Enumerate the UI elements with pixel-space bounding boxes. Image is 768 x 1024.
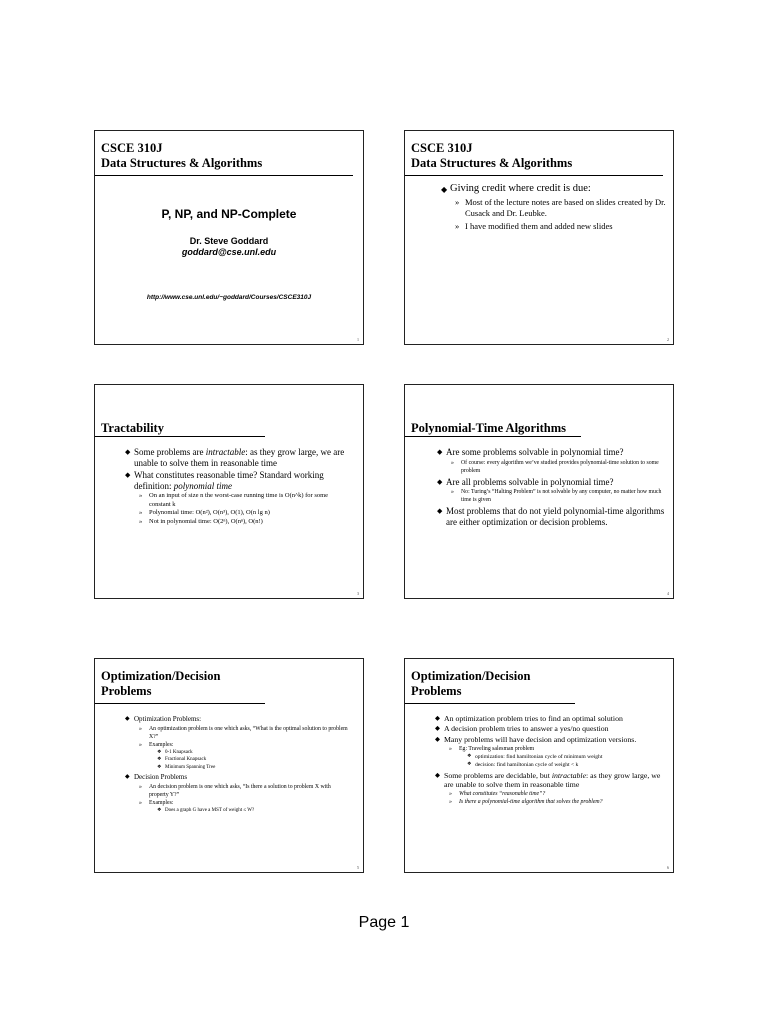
- example-list: [149, 749, 351, 772]
- slide-title: Optimization/Decision Problems: [101, 669, 221, 698]
- slide-number: 1: [357, 337, 359, 342]
- list-item: ❖ Does a graph G have a MST of weight ≤ W?: [149, 807, 351, 815]
- list-item: ❖ decision: find hamiltonian cycle of weight < k: [459, 761, 665, 769]
- list-item: » Examples: ❖ 0-1 Knapsack ❖ Fractional Knapsack ❖ Minimum Spanning Tree: [134, 741, 351, 772]
- list-item: » On an input of size n the worst-case running time is O(n^k) for some constant k: [134, 492, 351, 509]
- author-email: goddard@cse.unl.edu: [181, 247, 277, 257]
- title-underline: [95, 703, 265, 704]
- title-underline: [95, 436, 265, 437]
- slide-number: 4: [667, 591, 669, 596]
- bullet-list: [435, 714, 665, 808]
- slide-title: [101, 141, 271, 171]
- slide-number: 2: [667, 337, 669, 342]
- example-list: [459, 753, 665, 769]
- list-item: ◆ A decision problem tries to answer a yes/no question: [435, 724, 665, 733]
- sub-list: [444, 745, 665, 769]
- slide-title: Tractability: [101, 421, 164, 435]
- list-item: » An decision problem is one which asks, “Is there a solution to problem X with property Y?”: [134, 783, 351, 799]
- course-code: CSCE 310J: [101, 141, 163, 155]
- page-label: Page 1: [358, 914, 410, 931]
- list-item: » What constitutes “reasonable time”?: [444, 790, 665, 798]
- sub-list: [134, 492, 351, 526]
- slide-3: [94, 384, 364, 599]
- list-item: ◆ An optimization problem tries to find an optimal solution: [435, 714, 665, 723]
- list-item: ❖ 0-1 Knapsack: [149, 749, 351, 757]
- title-underline: [405, 703, 575, 704]
- list-item: ❖ Minimum Spanning Tree: [149, 764, 351, 772]
- slide-1: [94, 130, 364, 345]
- slide-number: 3: [357, 591, 359, 596]
- slide-title: Polynomial-Time Algorithms: [411, 421, 566, 435]
- list-item: ◆ Decision Problems » An decision problem is one which asks, “Is there a solution to problem X with property Y?” » Examples: ❖ Does a graph G have a MST of weight ≤ W?: [125, 773, 351, 814]
- list-item: ◆ Are some problems solvable in polynomial time? » Of course: every algorithm we’ve studied provides polynomial-time solution to some problem: [437, 447, 665, 475]
- bullet-list: [125, 447, 351, 528]
- list-item: » No: Turing’s “Halting Problem” is not solvable by any computer, no matter how much time is given: [446, 488, 665, 504]
- course-name: Data Structures & Algorithms: [101, 156, 263, 170]
- list-item: ◆ What constitutes reasonable time? Standard working definition: polynomial time » On an input of size n the worst-case running time is O(n^k) for some constant k » Polynomial time: O(n²), O(n³), O(1), O(n lg n) » Not in polynomial time: O(2ⁿ), O(nⁿ), O(n!): [125, 470, 351, 526]
- title-underline: [405, 436, 581, 437]
- list-item: » Examples: ❖ Does a graph G have a MST of weight ≤ W?: [134, 799, 351, 815]
- list-item: ◆ Most problems that do not yield polynomial-time algorithms are either optimization or decision problems.: [437, 506, 665, 527]
- title-underline: [405, 175, 663, 176]
- course-url: http://www.cse.unl.edu/~goddard/Courses/CSCE310J: [146, 294, 312, 301]
- list-item: ◆ Giving credit where credit is due: » Most of the lecture notes are based on slides created by Dr. Cusack and Dr. Leubke. » I have modified them and added new slides: [441, 183, 666, 232]
- title-underline: [95, 175, 353, 176]
- author-name: Dr. Steve Goddard: [189, 236, 269, 246]
- list-item: ❖ optimization: find hamiltonian cycle of minimum weight: [459, 753, 665, 761]
- sub-list: [444, 790, 665, 806]
- sub-list: [446, 488, 665, 504]
- example-list: [149, 807, 351, 815]
- sub-list: [134, 783, 351, 815]
- course-code: CSCE 310J: [411, 141, 473, 155]
- list-item: ❖ Fractional Knapsack: [149, 756, 351, 764]
- slide-5: [94, 658, 364, 873]
- list-item: ◆ Are all problems solvable in polynomial time? » No: Turing’s “Halting Problem” is not solvable by any computer, no matter how much time is given: [437, 477, 665, 505]
- list-item: » Eg: Traveling salesman problem ❖ optimization: find hamiltonian cycle of minimum weight ❖ decision: find hamiltonian cycle of weight < k: [444, 745, 665, 769]
- slide-title: Optimization/Decision Problems: [411, 669, 531, 698]
- slide-2: [404, 130, 674, 345]
- list-item: » Polynomial time: O(n²), O(n³), O(1), O(n lg n): [134, 509, 351, 518]
- sub-list: [450, 197, 666, 232]
- slide-4: [404, 384, 674, 599]
- slide-6: [404, 658, 674, 873]
- bullet-list: [437, 447, 665, 529]
- list-item: » I have modified them and added new slides: [450, 221, 666, 232]
- lecture-topic: P, NP, and NP-Complete: [161, 207, 297, 221]
- list-item: ◆ Optimization Problems: » An optimization problem is one which asks, “What is the optimal solution to problem X?” » Examples: ❖ 0-1 Knapsack ❖ Fractional Knapsack ❖ Minimum Spanning Tree: [125, 715, 351, 771]
- slide-number: 6: [667, 865, 669, 870]
- slide-title: [411, 141, 581, 171]
- list-item: » Most of the lecture notes are based on slides created by Dr. Cusack and Dr. Leubke.: [450, 197, 666, 218]
- list-item: » Not in polynomial time: O(2ⁿ), O(nⁿ), O(n!): [134, 518, 351, 527]
- list-item: ◆ Many problems will have decision and optimization versions. » Eg: Traveling salesman problem ❖ optimization: find hamiltonian cycle of minimum weight ❖ decision: find hamiltonian cycle of weight < k: [435, 735, 665, 769]
- slide-number: 5: [357, 865, 359, 870]
- list-item: » Of course: every algorithm we’ve studied provides polynomial-time solution to some problem: [446, 459, 665, 475]
- list-item: ◆ Some problems are decidable, but intractable: as they grow large, we are unable to solve them in reasonable time » What constitutes “reasonable time”? » Is there a polynomial-time algorithm that solves the problem?: [435, 771, 665, 807]
- sub-list: [134, 725, 351, 772]
- course-name: Data Structures & Algorithms: [411, 156, 573, 170]
- bullet-list: [125, 715, 351, 816]
- sub-list: [446, 459, 665, 475]
- list-item: » An optimization problem is one which asks, “What is the optimal solution to problem X?”: [134, 725, 351, 741]
- bullet-list: [441, 183, 666, 234]
- list-item: » Is there a polynomial-time algorithm that solves the problem?: [444, 798, 665, 806]
- list-item: ◆ Some problems are intractable: as they grow large, we are unable to solve them in reasonable time: [125, 447, 351, 468]
